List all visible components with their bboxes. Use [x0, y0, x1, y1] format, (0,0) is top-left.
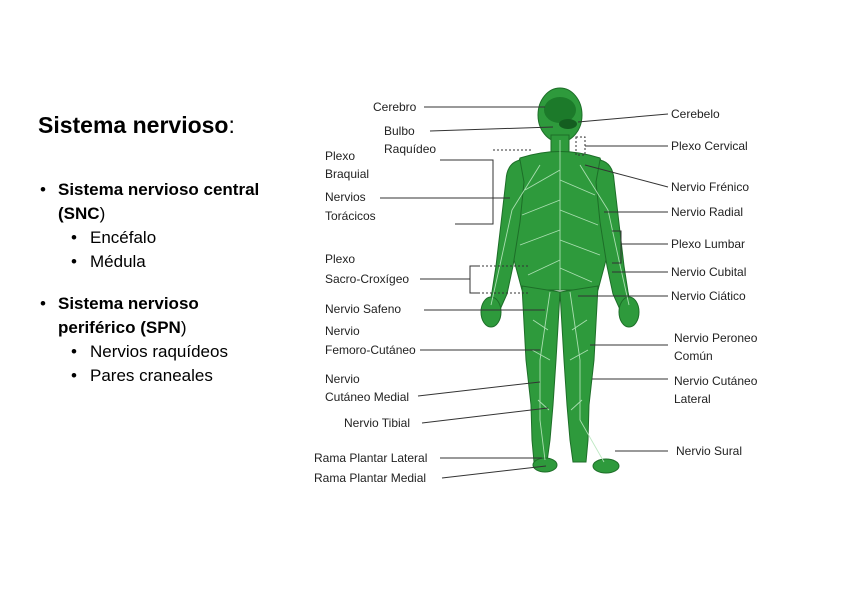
bullet-nervios-raquideos: • Nervios raquídeos: [38, 340, 288, 364]
label-nervios-toracicos-2: Torácicos: [325, 209, 376, 223]
bullet-spn-text1: Sistema nervioso: [58, 294, 199, 313]
label-peroneo-1: Nervio Peroneo: [674, 331, 758, 345]
label-nervio-tibial: Nervio Tibial: [344, 416, 411, 430]
bullet-medula: • Médula: [38, 250, 288, 274]
label-peroneo-2: Común: [674, 349, 713, 363]
cerebellum: [559, 119, 577, 129]
label-nervio-ciatico: Nervio Ciático: [671, 289, 746, 303]
label-bulbo-1: Bulbo: [384, 124, 415, 138]
label-plexo-braquial-1: Plexo: [325, 149, 356, 163]
label-cutaneo-lateral-2: Lateral: [674, 392, 711, 406]
label-plexo-cervical: Plexo Cervical: [671, 139, 748, 153]
bullet-spn-text2: periférico: [58, 318, 136, 337]
bullet-spn-close: ): [180, 318, 187, 337]
label-cutaneo-lateral-1: Nervio Cutáneo: [674, 374, 758, 388]
brain: [544, 97, 576, 123]
label-plexo-lumbar: Plexo Lumbar: [671, 237, 746, 251]
label-cerebro: Cerebro: [373, 100, 417, 114]
label-cutaneo-medial-1: Nervio: [325, 372, 360, 386]
bullet-snc-close: ): [99, 204, 106, 223]
label-nervio-frenico: Nervio Frénico: [671, 180, 750, 194]
label-bulbo-2: Raquídeo: [384, 142, 437, 156]
slide-title-text: Sistema nervioso: [38, 112, 229, 138]
label-rama-plantar-lateral: Rama Plantar Lateral: [314, 451, 428, 465]
label-rama-plantar-medial: Rama Plantar Medial: [314, 471, 427, 485]
label-femoro-1: Nervio: [325, 324, 360, 338]
bullet-spn-abbr: (SPN: [140, 318, 181, 337]
label-plexo-braquial-2: Braquial: [325, 167, 370, 181]
label-nervio-radial: Nervio Radial: [671, 205, 744, 219]
label-nervio-cubital: Nervio Cubital: [671, 265, 747, 279]
label-cutaneo-medial-2: Cutáneo Medial: [325, 390, 410, 404]
label-femoro-2: Femoro-Cutáneo: [325, 343, 416, 357]
label-cerebelo: Cerebelo: [671, 107, 720, 121]
label-nervios-toracicos-1: Nervios: [325, 190, 366, 204]
bullet-encefalo: • Encéfalo: [38, 226, 288, 250]
bullet-pares-craneales: • Pares craneales: [38, 364, 288, 388]
label-nervio-sural: Nervio Sural: [676, 444, 743, 458]
bullet-snc-text: Sistema nervioso central: [58, 180, 260, 199]
label-plexo-sacro-2: Sacro-Croxígeo: [325, 272, 410, 286]
label-nervio-safeno: Nervio Safeno: [325, 302, 402, 316]
bullet-snc-abbr: (SNC: [58, 204, 100, 223]
slide-title-colon: :: [228, 112, 235, 138]
label-plexo-sacro-1: Plexo: [325, 252, 356, 266]
